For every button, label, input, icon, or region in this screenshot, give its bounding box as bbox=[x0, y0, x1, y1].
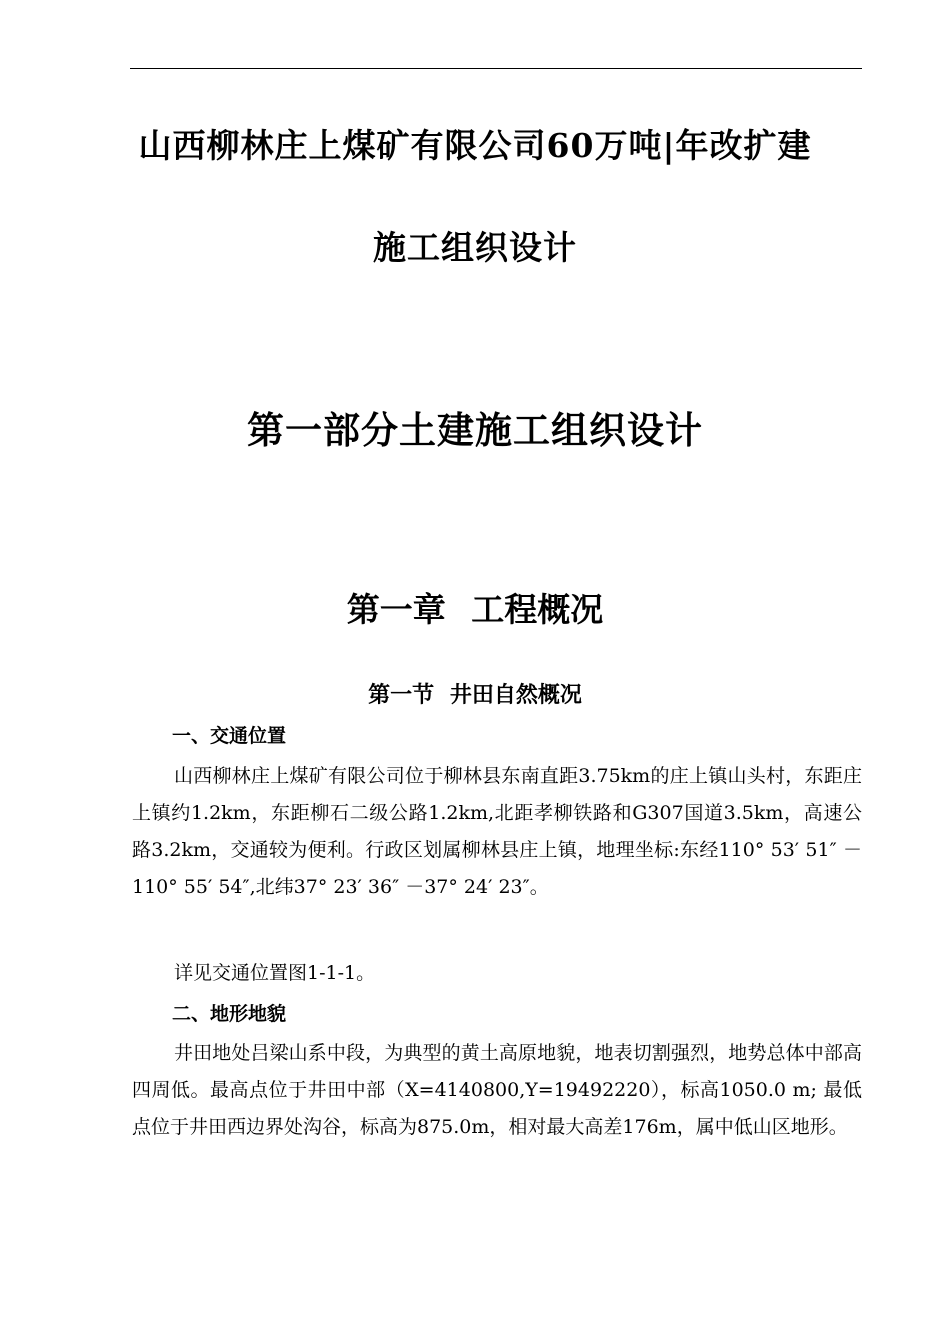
paragraph-terrain: 井田地处吕梁山系中段，为典型的黄土高原地貌，地表切割强烈，地势总体中部高四周低。最高点位于井田中部（X=4140800,Y=19492220），标高1050.0 m; 最低点位于井田西边界处沟谷，标高为875.0m，相对最大高差176m，属中低山区地形。 bbox=[132, 1042, 862, 1138]
document-title-line2: 施工组织设计 bbox=[373, 228, 577, 267]
document-title-line1: 山西柳林庄上煤矿有限公司60万吨|年改扩建 bbox=[138, 126, 812, 165]
subsection-heading-terrain: 二、地形地貌 bbox=[172, 1003, 287, 1025]
paragraph-traffic-figure-ref: 详见交通位置图1-1-1。 bbox=[174, 962, 376, 984]
chapter-title: 第一章 工程概况 bbox=[346, 590, 604, 629]
paragraph-traffic-location: 山西柳林庄上煤矿有限公司位于柳林县东南直距3.75km的庄上镇山头村，东距庄上镇约1.2km，东距柳石二级公路1.2km,北距孝柳铁路和G307国道3.5km，高速公路3.2km，交通较为便利。行政区划属柳林县庄上镇，地理坐标:东经110° 53′ 51″ －110° 55′ 54″,北纬37° 23′ 36″ －37° 24′ 23″。 bbox=[132, 765, 862, 898]
subsection-heading-traffic: 一、交通位置 bbox=[172, 725, 287, 747]
part-title: 第一部分土建施工组织设计 bbox=[247, 408, 703, 452]
section-title: 第一节 井田自然概况 bbox=[368, 682, 582, 708]
header-rule bbox=[130, 68, 862, 69]
